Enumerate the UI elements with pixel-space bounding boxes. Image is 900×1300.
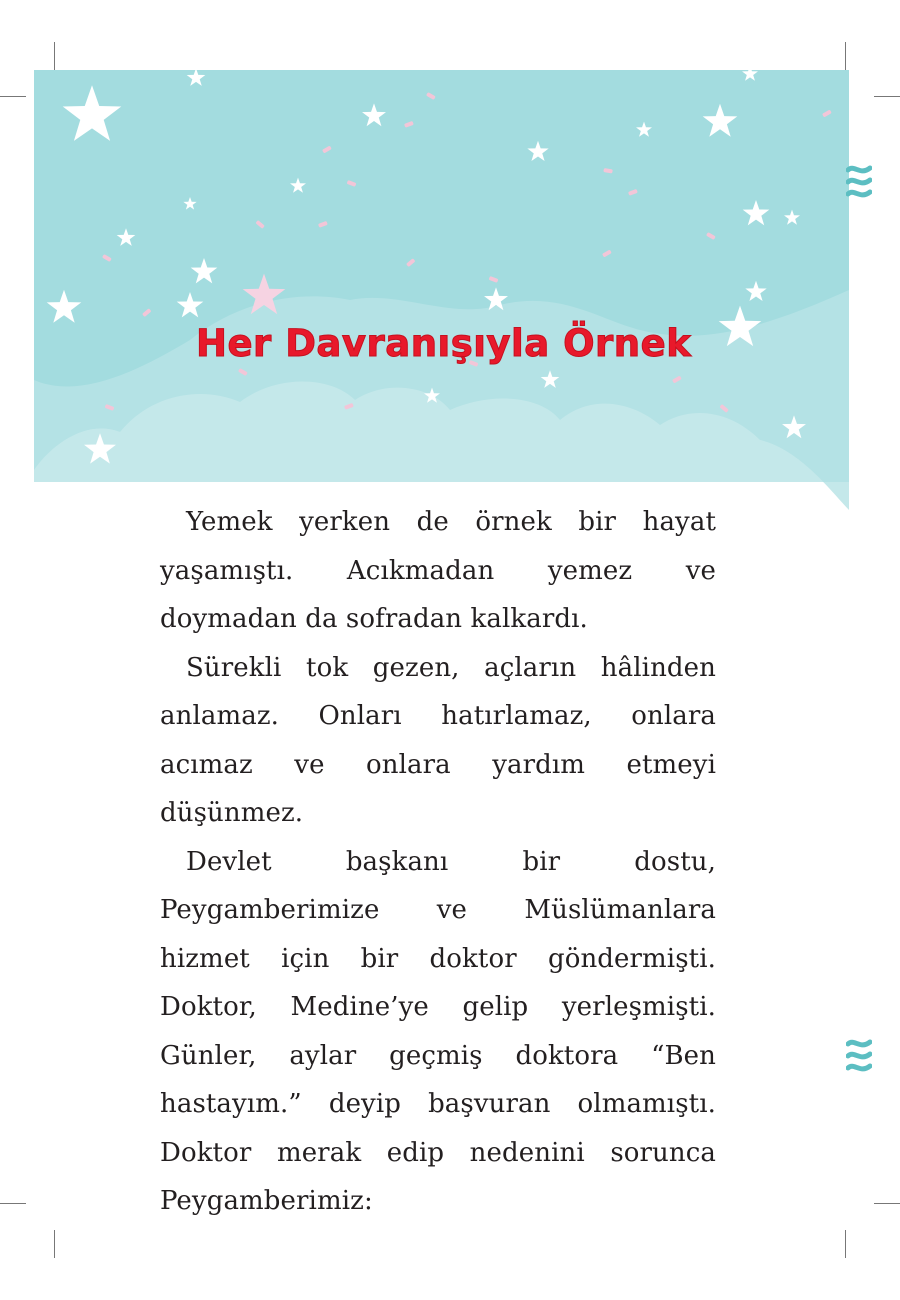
crop-mark (54, 1230, 55, 1258)
paragraph: Devlet başkanı bir dostu, Peygamberimize ve Müslümanlara hizmet için bir doktor göndermişti. Doktor, Medine’ye gelip yerleşmişti. Günler, aylar geçmiş doktora “Ben hastayım.” deyip başvuran olmamıştı. Doktor merak edip nedenini sorunca Peygamberimiz: (160, 846, 716, 1216)
body-text (160, 498, 716, 1226)
paragraph: Sürekli tok gezen, açların hâlinden anlamaz. Onları hatırlamaz, onlara acımaz ve onlara yardım etmeyi düşünmez. (160, 652, 716, 828)
crop-mark (845, 1230, 846, 1258)
paragraph: Yemek yerken de örnek bir hayat yaşamıştı. Acıkmadan yemez ve doymadan da sofradan kalkardı. (160, 507, 716, 634)
crop-mark (0, 1203, 26, 1204)
wave-mark-icon (846, 162, 872, 202)
wave-mark-icon (846, 1036, 872, 1076)
crop-mark (874, 1203, 900, 1204)
header-illustration (0, 0, 900, 520)
page-title: Her Davranışıyla Örnek (196, 322, 692, 365)
